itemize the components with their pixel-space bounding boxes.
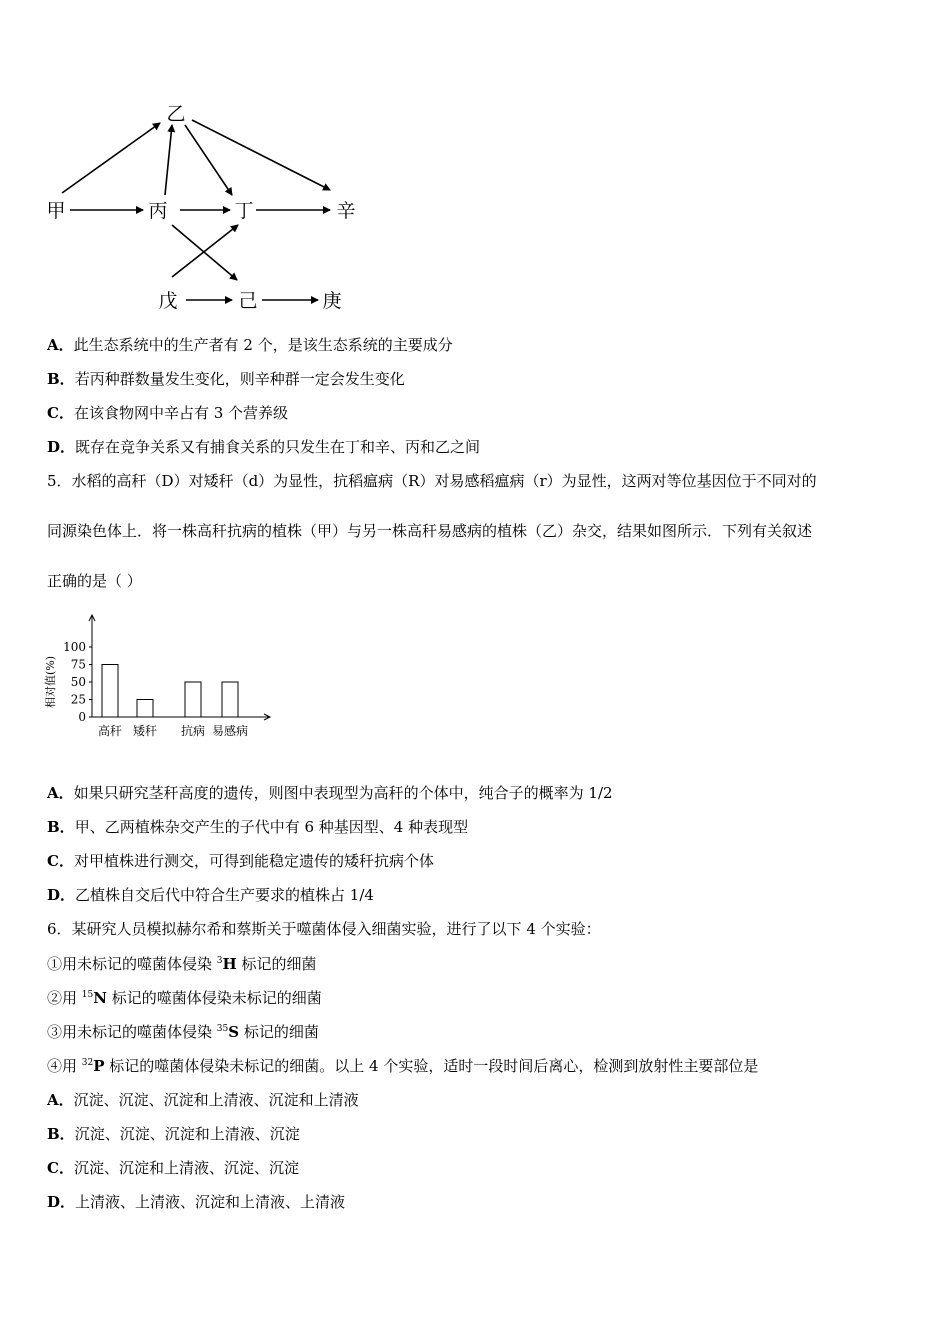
q4-option-c: C．在该食物网中辛占有 3 个营养级 [47, 404, 289, 422]
q4-option-b: B．若丙种群数量发生变化，则辛种群一定会发生变化 [47, 370, 405, 388]
node-xin: 辛 [336, 200, 356, 222]
bar-1 [137, 700, 153, 718]
q6-option-b: B．沉淀、沉淀、沉淀和上清液、沉淀 [47, 1125, 300, 1143]
x-tick-label: 易感病 [211, 724, 249, 738]
x-tick-label: 矮秆 [132, 724, 158, 738]
node-geng: 庚 [322, 290, 342, 312]
arrow-jia-yi [62, 123, 160, 193]
arrow-yi-ding [185, 125, 232, 195]
q5-option-c: C．对甲植株进行测交，可得到能稳定遗传的矮秆抗病个体 [47, 852, 434, 870]
q5-option-b: B．甲、乙两植株杂交产生的子代中有 6 种基因型、4 种表现型 [47, 818, 469, 836]
q6-option-a: A．沉淀、沉淀、沉淀和上清液、沉淀和上清液 [47, 1091, 359, 1109]
q5-stem-line3: 正确的是（ ） [47, 572, 142, 590]
node-ji: 己 [238, 290, 258, 312]
q6-option-d: D．上清液、上清液、沉淀和上清液、上清液 [47, 1193, 346, 1211]
q6-stem: 6．某研究人员模拟赫尔希和蔡斯关于噬菌体侵入细菌实验，进行了以下 4 个实验： [47, 920, 601, 938]
food-web-diagram [40, 95, 370, 320]
bar-0 [102, 665, 118, 718]
q5-option-d: D．乙植株自交后代中符合生产要求的植株占 1/4 [47, 886, 374, 904]
arrow-bing-yi [165, 125, 172, 195]
bar-chart [40, 605, 280, 745]
q5-option-a: A．如果只研究茎秆高度的遗传，则图中表现型为高秆的个体中，纯合子的概率为 1/2 [47, 784, 613, 802]
q6-experiment-1: ①用未标记的噬菌体侵染 $^3$H 标记的细菌 [47, 955, 317, 973]
y-tick-label: 25 [70, 692, 86, 707]
q6-experiment-2: ②用 $^{15}$N 标记的噬菌体侵染未标记的细菌 [47, 989, 322, 1007]
bar-3 [222, 682, 238, 717]
x-tick-label: 抗病 [180, 724, 206, 738]
q5-stem-line1: 5．水稻的高秆（D）对矮秆（d）为显性，抗稻瘟病（R）对易感稻瘟病（r）为显性，这两对等位基因位于不同对的 [47, 472, 817, 490]
node-bing: 丙 [148, 200, 168, 222]
y-tick-label: 75 [70, 657, 86, 672]
bar-2 [185, 682, 201, 717]
q5-stem-line2: 同源染色体上．将一株高秆抗病的植株（甲）与另一株高秆易感病的植株（乙）杂交，结果如图所示．下列有关叙述 [47, 522, 813, 540]
node-wu: 戊 [158, 290, 178, 312]
node-ding: 丁 [234, 200, 254, 222]
arrow-yi-xin [192, 120, 330, 190]
y-tick-label: 50 [70, 675, 86, 689]
node-yi: 乙 [166, 103, 186, 125]
q4-option-d: D．既存在竞争关系又有捕食关系的只发生在丁和辛、丙和乙之间 [47, 438, 481, 456]
q6-experiment-4: ④用 $^{32}$P 标记的噬菌体侵染未标记的细菌。以上 4 个实验，适时一段时间后离心，检测到放射性主要部位是 [47, 1057, 759, 1075]
y-axis-label: 相对值(%) [44, 655, 57, 709]
y-tick-label: 100 [63, 640, 86, 654]
q6-experiment-3: ③用未标记的噬菌体侵染 $^{35}$S 标记的细菌 [47, 1023, 319, 1041]
node-jia: 甲 [46, 200, 66, 222]
q6-option-c: C．沉淀、沉淀和上清液、沉淀、沉淀 [47, 1159, 299, 1177]
q4-option-a: A．此生态系统中的生产者有 2 个，是该生态系统的主要成分 [47, 336, 453, 354]
y-tick-label: 0 [78, 710, 86, 724]
x-tick-label: 高秆 [97, 724, 123, 738]
